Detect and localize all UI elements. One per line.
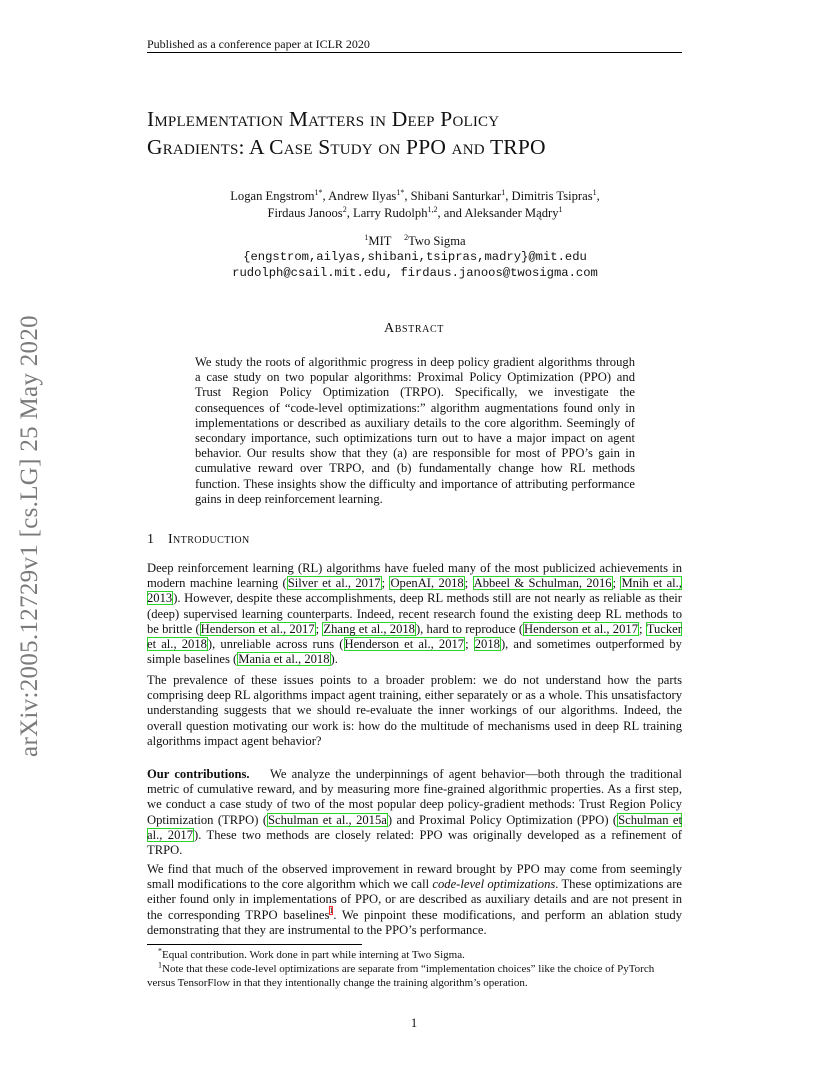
header-rule <box>147 52 682 53</box>
paragraph-lead: Our contributions. <box>147 767 250 781</box>
citation-link[interactable]: Mania et al., 2018 <box>238 652 330 667</box>
citation-link[interactable]: Henderson et al., 2017 <box>344 637 465 652</box>
author-line-1: Logan Engstrom$^{1*}$, Andrew Ilyas$^{1*}$, Shibani Santurkar$^1$, Dimitris Tsipras$^1$, <box>230 187 600 203</box>
intro-paragraph-2: The prevalence of these issues points to a broader problem: we do not understand how the parts comprising deep RL algorithms impact agent training, either separately or as a whole. This unsatisfactory understanding suggests that we should re-evaluate the inner workings of our algorithms. Indeed, the overall question motivating our work is: how do the multitude of mechanisms used in deep RL training algorithms impact agent behavior? <box>147 673 682 748</box>
author: Andrew Ilyas <box>328 189 397 203</box>
footnote-link[interactable]: 1 <box>329 906 334 916</box>
venue-header: Published as a conference paper at ICLR 2020 <box>147 37 370 51</box>
author: Logan Engstrom <box>230 189 315 203</box>
author-list <box>130 188 700 222</box>
author: Shibani Santurkar <box>410 189 502 203</box>
arxiv-stamp <box>0 0 60 1072</box>
email-line-2: rudolph@csail.mit.edu, firdaus.janoos@twosigma.com <box>232 266 598 280</box>
abstract-heading: Abstract <box>384 321 444 336</box>
intro-paragraph-1: Deep reinforcement learning (RL) algorithms have fueled many of the most publicized achievements in modern machine learning (Silver et al., 2017; OpenAI, 2018; Abbeel & Schulman, 2016; Mnih et al., 2013). However, despite these accomplishments, deep RL methods still are not nearly as reliable as their (deep) supervised learning counterparts. Indeed, recent research found the existing deep RL methods to be brittle (Henderson et al., 2017; Zhang et al., 2018), hard to reproduce (Henderson et al., 2017; Tucker et al., 2018), unreliable across runs (Henderson et al., 2017; 2018), and sometimes outperformed by simple baselines (Mania et al., 2018). <box>147 561 682 667</box>
footnote-1: $^1$Note that these code-level optimizations are separate from “implementation choices” like the choice of PyTorch versus TensorFlow in that they intentionally change the training algorithm’s operation. <box>147 960 655 989</box>
citation-link[interactable]: Mnih et al., 2013 <box>147 576 682 606</box>
title-line-1: Implementation Matters in Deep Policy <box>147 107 500 131</box>
affiliation-names: $^1$MIT $^2$Two Sigma <box>364 232 466 248</box>
citation-link[interactable]: 2018 <box>474 637 500 652</box>
citation-link[interactable]: Schulman et al., 2017 <box>147 812 682 842</box>
author-line-2: Firdaus Janoos$^2$, Larry Rudolph$^{1,2}$, and Aleksander Mądry$^1$ <box>267 204 563 220</box>
author: Larry Rudolph <box>353 206 428 220</box>
citation-link[interactable]: Silver et al., 2017 <box>287 576 381 591</box>
email-line-1: {engstrom,ailyas,shibani,tsipras,madry}@mit.edu <box>243 250 587 264</box>
affiliations <box>130 233 700 281</box>
citation-link[interactable]: Henderson et al., 2017 <box>200 621 315 636</box>
author: Firdaus Janoos <box>267 206 343 220</box>
citation-link[interactable]: Abbeel & Schulman, 2016 <box>473 576 612 591</box>
arxiv-id[interactable]: arXiv:2005.12729v1 [cs.LG] 25 May 2020 <box>16 315 43 757</box>
footnote-equal-contribution: *Equal contribution. Work done in part while interning at Two Sigma. <box>158 946 465 961</box>
citation-link[interactable]: OpenAI, 2018 <box>390 576 464 591</box>
page-number: 1 <box>410 1016 418 1030</box>
citation-link[interactable]: Tucker et al., 2018 <box>147 621 682 652</box>
section-heading: 1 Introduction <box>147 532 250 547</box>
citation-link[interactable]: Zhang et al., 2018 <box>323 621 415 636</box>
paper-title <box>147 105 707 161</box>
citation-link[interactable]: Henderson et al., 2017 <box>524 621 638 636</box>
citation-link[interactable]: Schulman et al., 2015a <box>268 812 387 827</box>
title-line-2: Gradients: A Case Study on PPO and TRPO <box>147 135 546 159</box>
author: Aleksander Mądry <box>464 206 559 220</box>
intro-paragraph-4: We find that much of the observed improvement in reward brought by PPO may come from seemingly small modifications to the core algorithm which we call code-level optimizations. These optimizations are either found only in implementations of PPO, or are described as auxiliary details and are not present in the corresponding TRPO baselines$^1$. We pinpoint these modifications, and perform an ablation study demonstrating that they are instrumental to the PPO’s performance. <box>147 862 682 937</box>
footnote-rule <box>147 944 362 945</box>
contributions-paragraph: Our contributions. We analyze the underpinnings of agent behavior—both through the traditional metric of cumulative reward, and by measuring more fine-grained algorithmic properties. As a first step, we conduct a case study of two of the most popular deep policy-gradient methods: Trust Region Policy Optimization (TRPO) (Schulman et al., 2015a) and Proximal Policy Optimization (PPO) (Schulman et al., 2017). These two methods are closely related: PPO was originally developed as a refinement of TRPO. <box>147 767 683 858</box>
author: Dimitris Tsipras <box>511 189 593 203</box>
abstract-text: We study the roots of algorithmic progress in deep policy gradient algorithms through a case study on two popular algorithms: Proximal Policy Optimization (PPO) and Trust Region Policy Optimization (TRPO). Specifically, we investigate the consequences of “code-level optimizations:” algorithm augmentations found only in implementations or described as auxiliary details to the core algorithm. Seemingly of secondary importance, such optimizations turn out to have a major impact on agent behavior. Our results show that they (a) are responsible for most of PPO’s gain in cumulative reward over TRPO, and (b) fundamentally change how RL methods function. These insights show the difficulty and importance of attributing performance gains in deep reinforcement learning. <box>195 355 635 506</box>
